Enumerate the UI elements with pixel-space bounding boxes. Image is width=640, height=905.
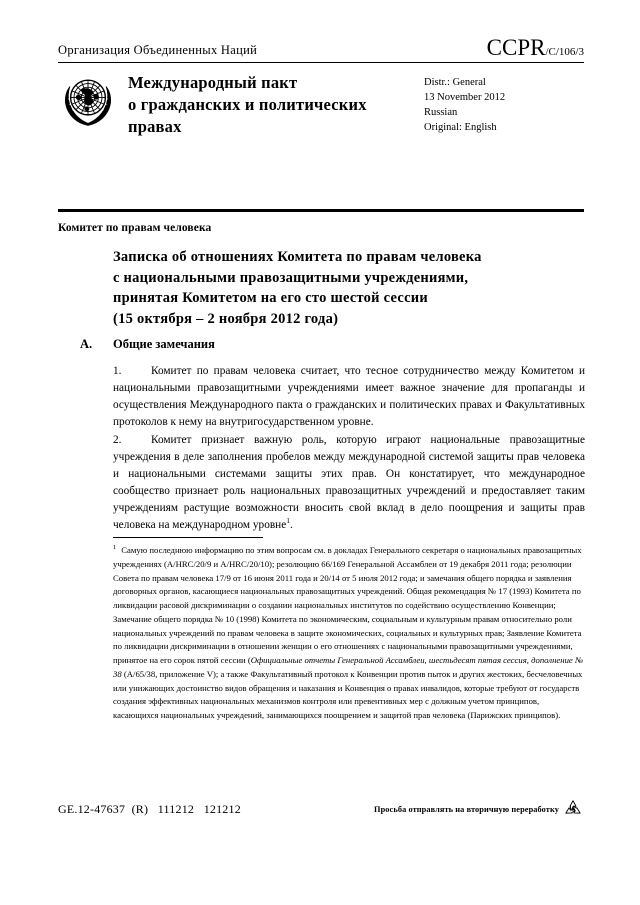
document-date: 13 November 2012 (424, 91, 506, 103)
document-symbol-suffix: /C/106/3 (545, 46, 584, 58)
masthead-body-row (58, 63, 584, 158)
organization-name: Организация Объединенных Наций (58, 43, 258, 58)
footnote-1-italic-citation: Официальные отчеты Генеральной Ассамблеи, шестьдесят пятая сессия, дополнение № 38 (113, 655, 584, 679)
paragraph-1-text: Комитет по правам человека считает, что тесное сотрудничество между Комитетом и национальными правозащитными учреждениями имеет важное значение для пропаганды и осуществления Международного пакта о гражданских и политических правах и Факультативных протоколов к нему на внутригосударственном уровне. (113, 365, 585, 428)
covenant-title-line-1: Международный пакт (128, 73, 298, 92)
footnote-area (113, 537, 585, 723)
footnote-separator-rule (113, 537, 263, 538)
recycle-icon (562, 798, 584, 820)
section-letter: A. (80, 337, 93, 351)
un-emblem-icon (60, 74, 116, 130)
document-masthead (58, 36, 584, 158)
footnote-reference-1[interactable]: 1 (286, 515, 290, 525)
page-title (113, 247, 585, 329)
document-language: Russian (424, 106, 458, 118)
distribution-block (418, 72, 584, 136)
masthead-bottom-rule (58, 209, 584, 212)
footnote-1 (113, 544, 585, 723)
document-symbol (487, 36, 584, 60)
page-title-line-2: с национальными правозащитными учреждениями, (113, 269, 469, 286)
covenant-title (116, 72, 418, 137)
masthead-top-row (58, 36, 584, 62)
section-title: Общие замечания (113, 337, 215, 351)
distribution-type: Distr.: General (424, 77, 486, 88)
recycle-notice (374, 798, 584, 820)
page-footer (58, 798, 584, 820)
paragraph-1 (113, 363, 585, 431)
covenant-title-line-3: правах (128, 116, 182, 136)
paragraph-2-text: Комитет признает важную роль, которую играют национальные правозащитные учреждения в деле заполнения пробелов между международной системой защиты прав человека и национальными системами защиты этих прав. Он констатирует, что международное сообщество признает роль национальных правозащитных учреждений и предоставляет таким учреждениям растущие возможности вносить свой вклад в дело поощрения и защиты прав человека на международном уровне (113, 434, 585, 531)
page-title-line-1: Записка об отношениях Комитета по правам человека (113, 249, 482, 265)
covenant-title-line-2: о гражданских и политических (128, 94, 367, 114)
document-symbol-main: CCPR (486, 35, 546, 60)
paragraph-2 (113, 432, 585, 534)
recycle-text: Просьба отправлять на вторичную переработку (374, 804, 559, 814)
original-language: Original: English (424, 121, 497, 133)
footnote-1-part-1: Самую последнюю информацию по этим вопросам см. в докладах Генерального секретаря о национальных правозащитных учреждениях (A/HRC/20/9 и A/HRC/20/10); резолюцию 66/169 Генеральной Ассамблеи от 19 декабря 2011 года; резолюции Совета по правам человека 17/9 от 16 июня 2011 года и 20/14 от 5 июля 2012 года; и замечания общего порядка и заявления договорных органов, касающиеся национальных правозащитных учреждений. Общая рекомендация № 17 (1993) Комитета по ликвидации расовой дискриминации о создании национальных институтов по содействию осуществлению Конвенции; Замечание общего порядка № 10 (1998) Комитета по экономическим, социальным и культурным правам относительно роли национальных учреждений по правам человека в защите экономических, социальных и культурных прав; Заявление Комитета по ликвидации дискриминации в отношении женщин о его отношениях с национальными правозащитными учреждениями, принятое на его сорок пятой сессии ( (113, 545, 582, 665)
paragraph-2-text-end: . (290, 518, 293, 531)
job-number: GE.12-47637 (R) 111212 121212 (58, 801, 241, 816)
page-title-line-4: (15 октября – 2 ноября 2012 года) (113, 310, 339, 327)
section-heading-a (80, 337, 585, 352)
footnote-1-part-2: (A/65/38, приложение V); а также Факультативный протокол к Конвенции против пыток и других жестоких, бесчеловечных или унижающих достоинство видов обращения и наказания и Конвенция о правах инвалидов, которые требуют от государств создания эффективных национальных механизмов контроля или превентивных мер с должным учетом принципов, касающихся национальных учреждений, занимающихся поощрением и защитой прав человека (Парижских принципов). (113, 668, 583, 720)
paragraph-1-number: 1. (113, 365, 122, 377)
paragraph-2-number: 2. (113, 434, 122, 446)
committee-name: Комитет по правам человека (58, 222, 212, 234)
footnote-1-marker: 1 (113, 544, 117, 552)
page-title-line-3: принятая Комитетом на его сто шестой сессии (113, 290, 428, 307)
